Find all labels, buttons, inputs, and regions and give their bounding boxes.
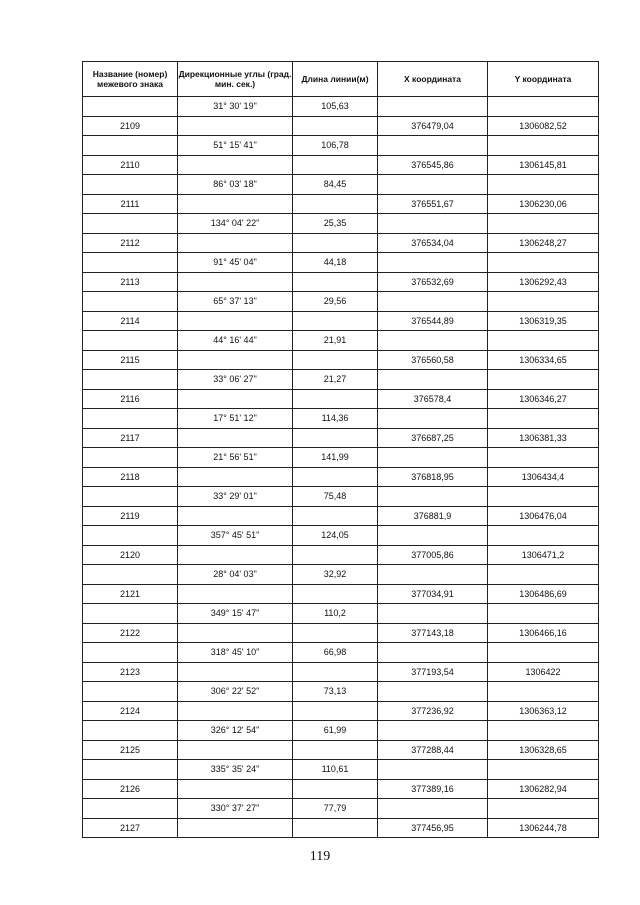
line-length-cell: [293, 740, 378, 760]
y-coordinate-cell: [488, 409, 599, 429]
directional-angle-cell: 31° 30' 19": [178, 97, 293, 117]
y-coordinate-cell: 1306346,27: [488, 389, 599, 409]
y-coordinate-cell: [488, 97, 599, 117]
table-row: [83, 643, 599, 663]
directional-angle-cell: 86° 03' 18": [178, 175, 293, 195]
table-body: [83, 97, 599, 838]
line-length-cell: [293, 467, 378, 487]
mark-name-cell: [83, 175, 178, 195]
y-coordinate-cell: 1306145,81: [488, 155, 599, 175]
table-row: [83, 136, 599, 156]
mark-name-cell: [83, 370, 178, 390]
table-row: [83, 565, 599, 585]
mark-name-cell: [83, 331, 178, 351]
table-row: [83, 623, 599, 643]
directional-angle-cell: [178, 662, 293, 682]
x-coordinate-cell: [378, 370, 488, 390]
directional-angle-cell: [178, 428, 293, 448]
directional-angle-cell: 33° 06' 27": [178, 370, 293, 390]
mark-name-cell: [83, 526, 178, 546]
mark-name-cell: 2117: [83, 428, 178, 448]
y-coordinate-cell: [488, 721, 599, 741]
directional-angle-cell: [178, 116, 293, 136]
x-coordinate-cell: [378, 175, 488, 195]
directional-angle-cell: 21° 56' 51": [178, 448, 293, 468]
line-length-cell: 73,13: [293, 682, 378, 702]
line-length-cell: 25,35: [293, 214, 378, 234]
x-coordinate-cell: 376532,69: [378, 272, 488, 292]
mark-name-cell: 2120: [83, 545, 178, 565]
mark-name-cell: 2121: [83, 584, 178, 604]
line-length-cell: [293, 194, 378, 214]
line-length-cell: [293, 623, 378, 643]
mark-name-cell: [83, 448, 178, 468]
line-length-cell: [293, 818, 378, 838]
table-row: [83, 662, 599, 682]
x-coordinate-cell: [378, 136, 488, 156]
y-coordinate-cell: 1306082,52: [488, 116, 599, 136]
x-coordinate-cell: [378, 331, 488, 351]
mark-name-cell: [83, 97, 178, 117]
header-row: [83, 62, 599, 97]
line-length-cell: [293, 350, 378, 370]
table-row: [83, 721, 599, 741]
x-coordinate-cell: [378, 253, 488, 273]
directional-angle-cell: 318° 45' 10": [178, 643, 293, 663]
directional-angle-cell: 91° 45' 04": [178, 253, 293, 273]
mark-name-cell: [83, 721, 178, 741]
directional-angle-cell: [178, 389, 293, 409]
x-coordinate-cell: [378, 721, 488, 741]
line-length-cell: [293, 662, 378, 682]
directional-angle-cell: [178, 701, 293, 721]
line-length-cell: 105,63: [293, 97, 378, 117]
mark-name-cell: 2113: [83, 272, 178, 292]
mark-name-cell: 2125: [83, 740, 178, 760]
table-row: [83, 155, 599, 175]
x-coordinate-cell: [378, 682, 488, 702]
table-header: [83, 62, 599, 97]
x-coordinate-cell: [378, 292, 488, 312]
header-y-coordinate: Y координата: [488, 62, 599, 97]
line-length-cell: 124,05: [293, 526, 378, 546]
x-coordinate-cell: [378, 604, 488, 624]
y-coordinate-cell: [488, 565, 599, 585]
line-length-cell: [293, 233, 378, 253]
table-row: [83, 116, 599, 136]
table-row: [83, 584, 599, 604]
x-coordinate-cell: [378, 799, 488, 819]
y-coordinate-cell: [488, 214, 599, 234]
mark-name-cell: [83, 136, 178, 156]
x-coordinate-cell: 377034,91: [378, 584, 488, 604]
line-length-cell: [293, 311, 378, 331]
directional-angle-cell: [178, 545, 293, 565]
x-coordinate-cell: 376560,58: [378, 350, 488, 370]
y-coordinate-cell: 1306434,4: [488, 467, 599, 487]
y-coordinate-cell: [488, 799, 599, 819]
mark-name-cell: [83, 604, 178, 624]
y-coordinate-cell: [488, 487, 599, 507]
mark-name-cell: 2114: [83, 311, 178, 331]
x-coordinate-cell: 377193,54: [378, 662, 488, 682]
line-length-cell: [293, 116, 378, 136]
x-coordinate-cell: 376479,04: [378, 116, 488, 136]
mark-name-cell: [83, 682, 178, 702]
directional-angle-cell: [178, 311, 293, 331]
table-row: [83, 467, 599, 487]
x-coordinate-cell: 377005,86: [378, 545, 488, 565]
mark-name-cell: 2112: [83, 233, 178, 253]
y-coordinate-cell: 1306471,2: [488, 545, 599, 565]
directional-angle-cell: 335° 35' 24": [178, 760, 293, 780]
x-coordinate-cell: 376544,89: [378, 311, 488, 331]
boundary-marks-table: [82, 61, 599, 838]
mark-name-cell: 2115: [83, 350, 178, 370]
y-coordinate-cell: [488, 643, 599, 663]
mark-name-cell: [83, 253, 178, 273]
x-coordinate-cell: 376578,4: [378, 389, 488, 409]
mark-name-cell: 2124: [83, 701, 178, 721]
y-coordinate-cell: [488, 175, 599, 195]
mark-name-cell: 2127: [83, 818, 178, 838]
line-length-cell: [293, 428, 378, 448]
line-length-cell: [293, 155, 378, 175]
directional-angle-cell: 330° 37' 27": [178, 799, 293, 819]
table-row: [83, 389, 599, 409]
y-coordinate-cell: [488, 448, 599, 468]
x-coordinate-cell: [378, 448, 488, 468]
line-length-cell: [293, 584, 378, 604]
x-coordinate-cell: 377143,18: [378, 623, 488, 643]
table-row: [83, 175, 599, 195]
y-coordinate-cell: 1306466,16: [488, 623, 599, 643]
mark-name-cell: 2116: [83, 389, 178, 409]
table-row: [83, 818, 599, 838]
mark-name-cell: 2110: [83, 155, 178, 175]
table-row: [83, 779, 599, 799]
x-coordinate-cell: [378, 214, 488, 234]
table-row: [83, 428, 599, 448]
header-x-coordinate: X координата: [378, 62, 488, 97]
x-coordinate-cell: 376545,86: [378, 155, 488, 175]
directional-angle-cell: 28° 04' 03": [178, 565, 293, 585]
y-coordinate-cell: [488, 331, 599, 351]
directional-angle-cell: [178, 272, 293, 292]
directional-angle-cell: 17° 51' 12": [178, 409, 293, 429]
line-length-cell: 110,2: [293, 604, 378, 624]
mark-name-cell: [83, 487, 178, 507]
y-coordinate-cell: 1306476,04: [488, 506, 599, 526]
directional-angle-cell: 306° 22' 52": [178, 682, 293, 702]
directional-angle-cell: [178, 818, 293, 838]
mark-name-cell: 2111: [83, 194, 178, 214]
y-coordinate-cell: 1306486,69: [488, 584, 599, 604]
line-length-cell: 29,56: [293, 292, 378, 312]
y-coordinate-cell: [488, 682, 599, 702]
y-coordinate-cell: [488, 253, 599, 273]
directional-angle-cell: [178, 623, 293, 643]
line-length-cell: [293, 272, 378, 292]
table-row: [83, 740, 599, 760]
x-coordinate-cell: 376687,25: [378, 428, 488, 448]
directional-angle-cell: [178, 233, 293, 253]
table-row: [83, 682, 599, 702]
y-coordinate-cell: 1306328,65: [488, 740, 599, 760]
x-coordinate-cell: 377236,92: [378, 701, 488, 721]
line-length-cell: 77,79: [293, 799, 378, 819]
directional-angle-cell: 65° 37' 13": [178, 292, 293, 312]
mark-name-cell: [83, 643, 178, 663]
directional-angle-cell: 51° 15' 41": [178, 136, 293, 156]
y-coordinate-cell: 1306363,12: [488, 701, 599, 721]
mark-name-cell: [83, 409, 178, 429]
x-coordinate-cell: [378, 409, 488, 429]
table-row: [83, 194, 599, 214]
mark-name-cell: [83, 760, 178, 780]
directional-angle-cell: [178, 779, 293, 799]
line-length-cell: [293, 701, 378, 721]
line-length-cell: 61,99: [293, 721, 378, 741]
x-coordinate-cell: 377288,44: [378, 740, 488, 760]
line-length-cell: 141,99: [293, 448, 378, 468]
directional-angle-cell: [178, 740, 293, 760]
x-coordinate-cell: [378, 487, 488, 507]
mark-name-cell: 2126: [83, 779, 178, 799]
x-coordinate-cell: [378, 643, 488, 663]
line-length-cell: 66,98: [293, 643, 378, 663]
line-length-cell: 84,45: [293, 175, 378, 195]
line-length-cell: 44,18: [293, 253, 378, 273]
mark-name-cell: 2122: [83, 623, 178, 643]
x-coordinate-cell: [378, 565, 488, 585]
table-row: [83, 292, 599, 312]
header-line-length: Длина линии(м): [293, 62, 378, 97]
x-coordinate-cell: 376881,9: [378, 506, 488, 526]
directional-angle-cell: 44° 16' 44": [178, 331, 293, 351]
x-coordinate-cell: 377456,95: [378, 818, 488, 838]
line-length-cell: 110,61: [293, 760, 378, 780]
line-length-cell: 21,27: [293, 370, 378, 390]
y-coordinate-cell: [488, 136, 599, 156]
y-coordinate-cell: [488, 604, 599, 624]
table-row: [83, 97, 599, 117]
table-row: [83, 604, 599, 624]
y-coordinate-cell: 1306248,27: [488, 233, 599, 253]
mark-name-cell: 2123: [83, 662, 178, 682]
x-coordinate-cell: 376534,04: [378, 233, 488, 253]
line-length-cell: [293, 545, 378, 565]
directional-angle-cell: [178, 584, 293, 604]
table-row: [83, 331, 599, 351]
table-row: [83, 545, 599, 565]
directional-angle-cell: [178, 350, 293, 370]
table-row: [83, 799, 599, 819]
y-coordinate-cell: 1306334,65: [488, 350, 599, 370]
y-coordinate-cell: 1306230,06: [488, 194, 599, 214]
mark-name-cell: 2119: [83, 506, 178, 526]
y-coordinate-cell: 1306422: [488, 662, 599, 682]
mark-name-cell: [83, 565, 178, 585]
line-length-cell: 21,91: [293, 331, 378, 351]
header-directional-angles: Дирекционные углы (град. мин. сек.): [178, 62, 293, 97]
directional-angle-cell: [178, 194, 293, 214]
x-coordinate-cell: 376818,95: [378, 467, 488, 487]
table-row: [83, 526, 599, 546]
table-row: [83, 253, 599, 273]
directional-angle-cell: 349° 15' 47": [178, 604, 293, 624]
table-row: [83, 350, 599, 370]
table-row: [83, 409, 599, 429]
y-coordinate-cell: [488, 526, 599, 546]
table-row: [83, 448, 599, 468]
x-coordinate-cell: [378, 760, 488, 780]
line-length-cell: [293, 506, 378, 526]
table-row: [83, 272, 599, 292]
line-length-cell: 114,36: [293, 409, 378, 429]
x-coordinate-cell: [378, 526, 488, 546]
line-length-cell: 106,78: [293, 136, 378, 156]
x-coordinate-cell: [378, 97, 488, 117]
line-length-cell: 32,92: [293, 565, 378, 585]
table-row: [83, 701, 599, 721]
directional-angle-cell: 357° 45' 51": [178, 526, 293, 546]
table-row: [83, 311, 599, 331]
y-coordinate-cell: 1306381,33: [488, 428, 599, 448]
table-row: [83, 760, 599, 780]
y-coordinate-cell: 1306244,78: [488, 818, 599, 838]
y-coordinate-cell: [488, 370, 599, 390]
directional-angle-cell: [178, 506, 293, 526]
line-length-cell: [293, 389, 378, 409]
y-coordinate-cell: 1306282,94: [488, 779, 599, 799]
directional-angle-cell: 33° 29' 01": [178, 487, 293, 507]
mark-name-cell: [83, 292, 178, 312]
page-number: 119: [309, 849, 331, 864]
table-row: [83, 233, 599, 253]
table-row: [83, 506, 599, 526]
x-coordinate-cell: 376551,67: [378, 194, 488, 214]
table-row: [83, 214, 599, 234]
table-row: [83, 370, 599, 390]
directional-angle-cell: [178, 155, 293, 175]
y-coordinate-cell: 1306319,35: [488, 311, 599, 331]
y-coordinate-cell: [488, 760, 599, 780]
mark-name-cell: [83, 799, 178, 819]
mark-name-cell: 2109: [83, 116, 178, 136]
directional-angle-cell: 326° 12' 54": [178, 721, 293, 741]
y-coordinate-cell: [488, 292, 599, 312]
header-mark-name: Название (номер) межевого знака: [83, 62, 178, 97]
directional-angle-cell: [178, 467, 293, 487]
line-length-cell: [293, 779, 378, 799]
line-length-cell: 75,48: [293, 487, 378, 507]
table-row: [83, 487, 599, 507]
x-coordinate-cell: 377389,16: [378, 779, 488, 799]
directional-angle-cell: 134° 04' 22": [178, 214, 293, 234]
mark-name-cell: 2118: [83, 467, 178, 487]
y-coordinate-cell: 1306292,43: [488, 272, 599, 292]
mark-name-cell: [83, 214, 178, 234]
